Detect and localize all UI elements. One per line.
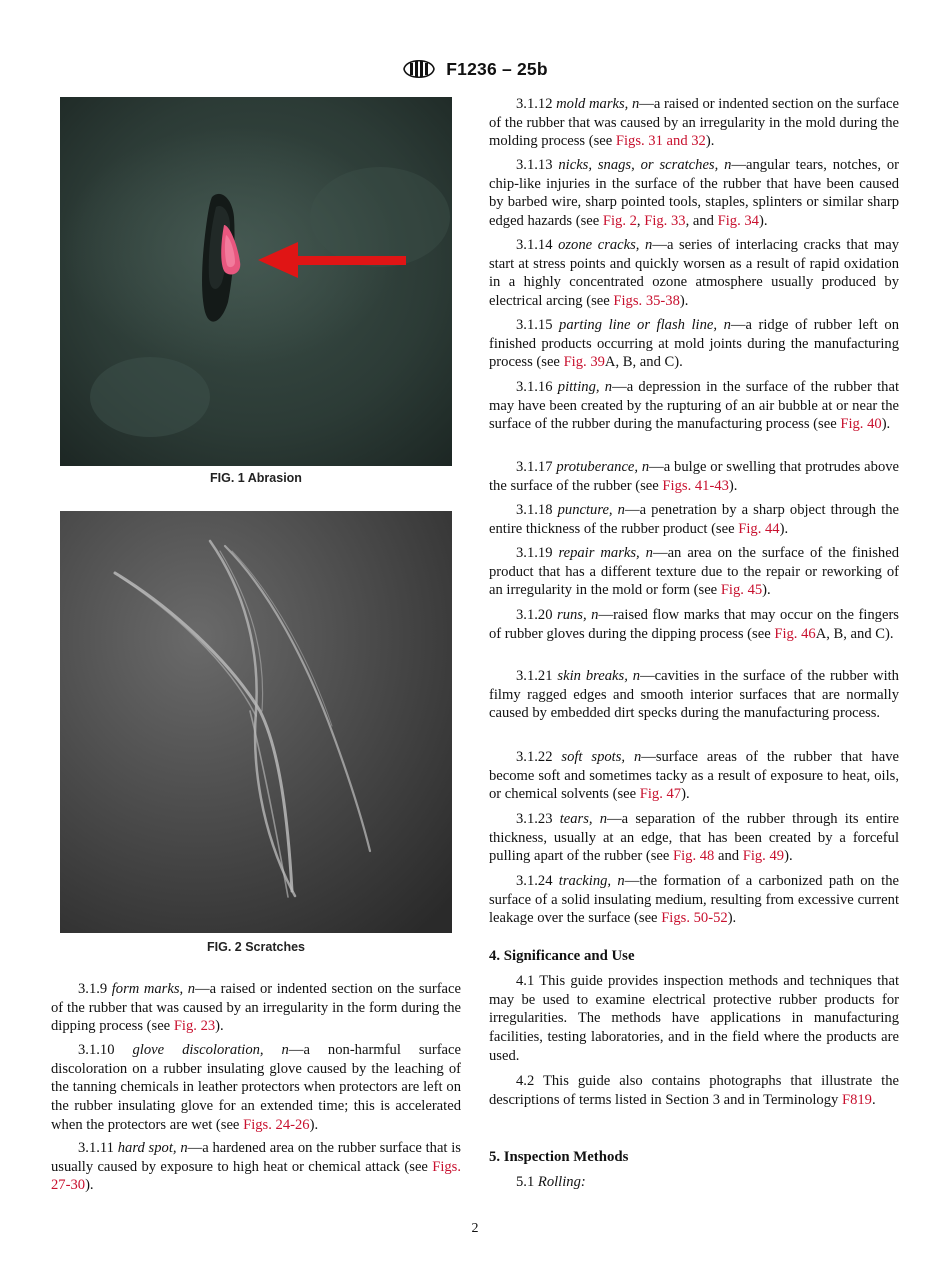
figure-scratches-photo (60, 511, 452, 933)
figure-link[interactable]: Fig. 44 (738, 520, 780, 537)
paragraph-3-1-21: 3.1.21 skin breaks, n—cavities in the surface of the rubber with filmy ragged edges and smooth interior surfaces that are normally caused by embedded dirt specks during the manufacturing process. (489, 668, 899, 722)
figure-link[interactable]: Fig. 45 (720, 582, 763, 599)
paragraph-3-1-19: 3.1.19 repair marks, n—an area on the surface of the finished product that has a different texture due to the repair or reworking of an irregularity in the mold or form (see Fig. 45). (489, 545, 900, 599)
figure-link[interactable]: Figs. 27-30 (51, 1158, 461, 1194)
paragraph-3-1-23: 3.1.23 tears, n—a separation of the rubber through its entire thickness, usually at an edge, that has been created by a forceful pulling apart of the rubber (see Fig. 48 and Fig. 49). (489, 811, 899, 865)
figure-link[interactable]: Fig. 49 (742, 848, 785, 865)
figure-link[interactable]: Fig. 40 (840, 416, 882, 433)
paragraph-3-1-20: 3.1.20 runs, n—raised flow marks that may occur on the fingers of rubber gloves during the dipping process (see Fig. 46A, B, and C). (489, 607, 899, 642)
figure-link[interactable]: Fig. 33 (644, 213, 686, 230)
paragraph-3-1-22: 3.1.22 soft spots, n—surface areas of the rubber that have become soft and sometimes tacky as a result of exposure to heat, oils, or chemical solvents (see Fig. 47). (489, 749, 899, 803)
abrasion-photo (60, 97, 452, 466)
figure-link[interactable]: Figs. 31 and 32 (615, 133, 706, 150)
paragraph-3-1-18: 3.1.18 puncture, n—a penetration by a sharp object through the entire thickness of the rubber product (see Fig. 44). (489, 502, 899, 537)
paragraph-3-1-16: 3.1.16 pitting, n—a depression in the surface of the rubber that may have been created by the rupturing of an air bubble at or near the surface of the rubber during the manufacturing process (see Fig. 40). (489, 379, 899, 433)
figure-link[interactable]: Figs. 50-52 (661, 910, 728, 927)
scratches-photo (60, 511, 452, 933)
astm-logo-icon (402, 54, 436, 84)
paragraph-3-1-9: 3.1.9 form marks, n—a raised or indented section on the surface of the rubber that was caused by an irregularity in the form during the dipping process (see Fig. 23). (51, 981, 461, 1035)
page-number: 2 (471, 1221, 479, 1236)
paragraph-3-1-17: 3.1.17 protuberance, n—a bulge or swelling that protrudes above the surface of the rubber (see Figs. 41-43). (489, 459, 900, 494)
paragraph-5-1: 5.1 Rolling: (516, 1174, 586, 1190)
terminology-link[interactable]: F819 (841, 1091, 872, 1108)
figure-link[interactable]: Fig. 48 (672, 848, 715, 865)
paragraph-3-1-12: 3.1.12 mold marks, n—a raised or indented section on the surface of the rubber that was caused by an irregularity in the mold during the molding process (see Figs. 31 and 32). (489, 96, 900, 150)
paragraph-3-1-14: 3.1.14 ozone cracks, n—a series of interlacing cracks that may start at stress points and quickly worsen as a result of rapid oxidation in a highly concentrated ozone atmosphere usually produced by electrical arcing (see Figs. 35-38). (489, 237, 899, 310)
figure-2-caption: FIG. 2 Scratches (207, 940, 305, 954)
paragraph-3-1-13: 3.1.13 nicks, snags, or scratches, n—angular tears, notches, or chip-like injuries in the surface of the rubber that have been caused by barbed wire, sharp pointed tools, staples, splinters or similar sharp edged hazards (see Fig. 2, Fig. 33, and Fig. 34). (489, 157, 899, 230)
paragraph-3-1-15: 3.1.15 parting line or flash line, n—a ridge of rubber left on finished products occurring at mold joints during the manufacturing process (see Fig. 39A, B, and C). (489, 317, 899, 371)
figure-link[interactable]: Fig. 47 (639, 786, 682, 803)
paragraph-3-1-10: 3.1.10 glove discoloration, n—a non-harmful surface discoloration on a rubber insulating glove caused by the leaching of the tanning chemicals in leather protectors when protectors are left on the rubber insulating glove for an extended time; this is accelerated when the protectors are wet (see Figs. 24-26). (51, 1042, 461, 1133)
figure-link[interactable]: Fig. 46 (774, 625, 816, 642)
figure-link[interactable]: Fig. 2 (602, 213, 637, 230)
figure-link[interactable]: Figs. 24-26 (243, 1116, 310, 1133)
paragraph-4-2: 4.2 This guide also contains photographs that illustrate the descriptions of terms listed in Section 3 and in Terminology F819. (489, 1073, 899, 1108)
figure-link[interactable]: Figs. 41-43 (662, 477, 729, 494)
figure-link[interactable]: Fig. 34 (717, 213, 759, 230)
figure-abrasion-photo (60, 97, 452, 466)
paragraph-4-1: 4.1 This guide provides inspection methods and techniques that may be used to examine electrical protective rubber products for irregularities. The methods have applications in manufacturing facilities, testing laboratories, and in the field where the products are used. (489, 973, 899, 1064)
figure-link[interactable]: Fig. 39 (563, 354, 605, 371)
section-4-heading: 4. Significance and Use (489, 948, 635, 964)
figure-1-caption: FIG. 1 Abrasion (210, 471, 302, 485)
figure-link[interactable]: Figs. 35-38 (613, 293, 680, 310)
document-id: F1236 – 25b (446, 58, 548, 79)
paragraph-3-1-24: 3.1.24 tracking, n—the formation of a carbonized path on the surface of a solid insulating medium, resulting from excessive current leakage over the surface (see Figs. 50-52). (489, 873, 899, 927)
paragraph-3-1-11: 3.1.11 hard spot, n—a hardened area on the rubber surface that is usually caused by exposure to high heat or chemical attack (see Figs. 27-30). (51, 1140, 461, 1194)
section-5-heading: 5. Inspection Methods (489, 1149, 629, 1165)
page-header (0, 52, 950, 86)
figure-link[interactable]: Fig. 23 (173, 1018, 216, 1035)
